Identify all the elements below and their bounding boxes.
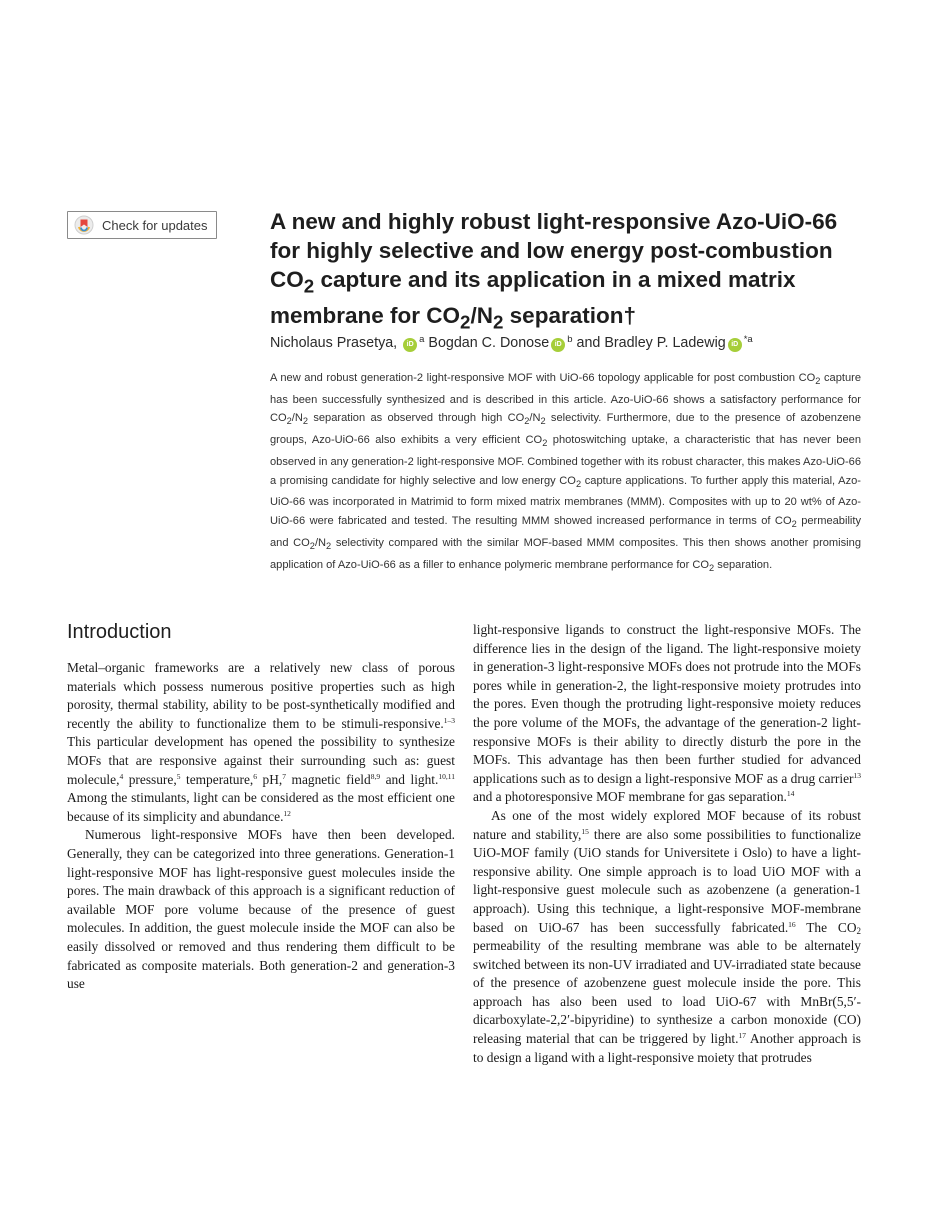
author-name: Bradley P. Ladewig	[604, 335, 726, 351]
citation-link[interactable]: 12	[283, 808, 291, 818]
citation-link[interactable]: 6	[253, 771, 258, 781]
abstract: A new and robust generation-2 light-responsive MOF with UiO-66 topology applicable for post combustion $CO_2$ capture has been successfully synthesized and is described in this article. Azo-UiO-66 shows a satisfactory performance for $CO_2/N_2$ separation as observed through high $CO_2/N_2$ selectivity. Furthermore, due to the presence of azobenzene groups, Azo-UiO-66 also exhibits a very efficient $CO_2$ photoswitching uptake, a characteristic that has never been observed in any generation-2 light-responsive MOF. Combined together with its robust character, this makes Azo-UiO-66 a promising candidate for highly selective and low energy $CO_2$ capture applications. To further apply this material, Azo-UiO-66 was incorporated in Matrimid to form mixed matrix membranes (MMM). Composites with up to 20 wt% of Azo-UiO-66 were fabricated and tested. The resulting MMM showed increased performance in terms of $CO_2$ permeability and $CO_2/N_2$ selectivity compared with the similar MOF-based MMM composites. This then shows another promising application of Azo-UiO-66 as a filler to enhance polymeric membrane performance for $CO_2$ separation.	[270, 372, 862, 573]
section-heading-introduction: Introduction	[67, 621, 172, 643]
author-affiliation: a	[419, 334, 425, 345]
author-affiliation: *a	[743, 334, 753, 345]
citation-link[interactable]: 16	[788, 919, 796, 929]
body-paragraph: light-responsive ligands to construct the light-responsive MOFs. The difference lies in the design of the ligand. The light-responsive moiety in generation-3 light-responsive MOFs does not protrude into the MOFs pores while in generation-2, the light-responsive moiety protrudes into the pores. Even though the protruding light-responsive moiety reduces the pore volume of the MOFs, the advantage of the generation-2 light-responsive MOFs is their ability to directly disturb the pore in the MOFs. This advantage has then been further studied for advanced applications such as to design a light-responsive MOF as a drug carrier$^{13}$ and a photoresponsive MOF membrane for gas separation.$^{14}$	[473, 622, 861, 805]
orcid-icon[interactable]: iD	[728, 338, 742, 352]
citation-link[interactable]: 7	[282, 771, 287, 781]
citation-link[interactable]: 8,9	[370, 771, 381, 781]
citation-link[interactable]: 14	[786, 789, 795, 799]
citation-link[interactable]: 10,11	[438, 771, 455, 781]
citation-link[interactable]: 13	[853, 770, 861, 780]
orcid-icon[interactable]: iD	[403, 338, 417, 352]
author-conjunction: and	[576, 335, 601, 351]
body-paragraph: As one of the most widely explored MOF because of its robust nature and stability,$^{15}$ there are also some possibilities to functionalize UiO-MOF family (UiO stands for Universitete i Oslo) to have a light-responsive ability. One simple approach is to load UiO MOF with a light-responsive guest molecule such as azobenzene (a generation-1 approach). Using this technique, a light-responsive MOF-membrane based on UiO-67 has been successfully fabricated.$^{16}$ The $CO_2$ permeability of the resulting membrane was able to be alternately switched between its non-UV irradiated and UV-irradiated state because of the presence of azobenzene guest molecule inside the pore. This approach has also been used to load UiO-67 with MnBr(5,5′-dicarboxylate-2,2′-bipyridine) to synthesize a carbon monoxide (CO) releasing material that can be triggered by light.$^{17}$ Another approach is to design a ligand with a light-responsive moiety that protrudes	[473, 807, 861, 1065]
citation-link[interactable]: 15	[581, 826, 589, 836]
orcid-icon[interactable]: iD	[551, 338, 565, 352]
citation-link[interactable]: 4	[119, 771, 124, 781]
author-list	[270, 334, 890, 352]
author-name: Nicholaus Prasetya,	[270, 335, 398, 351]
citation-link[interactable]: 17	[738, 1031, 746, 1041]
body-paragraph: Metal–organic frameworks are a relatively new class of porous materials which possess numerous positive properties such as high porosity, thermal stability, ability to be post-synthetically modified and recently the ability to functionalize them to be stimuli-responsive.$^{1-3}$ This particular development has opened the possibility to synthesize MOFs that are responsive against their surrounding such as: guest molecule,$^4$ pressure,$^5$ temperature,$^6$ pH,$^7$ magnetic field$^{8,9}$ and light.$^{10,11}$ Among the stimulants, light can be considered as the most efficient one because of its simplicity and abundance.$^{12}$	[67, 660, 455, 824]
crossmark-icon	[74, 215, 94, 235]
citation-link[interactable]: 1–3	[443, 715, 455, 725]
check-for-updates-label: Check for updates	[102, 217, 208, 233]
article-title: A new and highly robust light-responsive Azo-UiO-66 for highly selective and low energy post-combustion $CO_2$ capture and its application in a mixed matrix membrane for $CO_2/N_2$ separation†	[270, 209, 838, 332]
check-for-updates-badge[interactable]	[67, 211, 217, 239]
body-paragraph: Numerous light-responsive MOFs have then been developed. Generally, they can be categorized into three generations. Generation-1 light-responsive MOF has light-responsive guest molecules inside the pores. The main drawback of this approach is a significant reduction of available MOF pore volume because of the presence of guest molecules. In addition, the guest molecule inside the MOF can also be easily dissolved or removed and thus rendering them difficult to be fabricated as composite materials. Both generation-2 and generation-3 use	[67, 827, 455, 992]
citation-link[interactable]: 5	[176, 771, 181, 781]
body-column-right	[473, 621, 861, 1067]
body-column-left	[67, 659, 455, 994]
author-affiliation: b	[567, 334, 573, 345]
author-name: Bogdan C. Donose	[428, 335, 550, 351]
